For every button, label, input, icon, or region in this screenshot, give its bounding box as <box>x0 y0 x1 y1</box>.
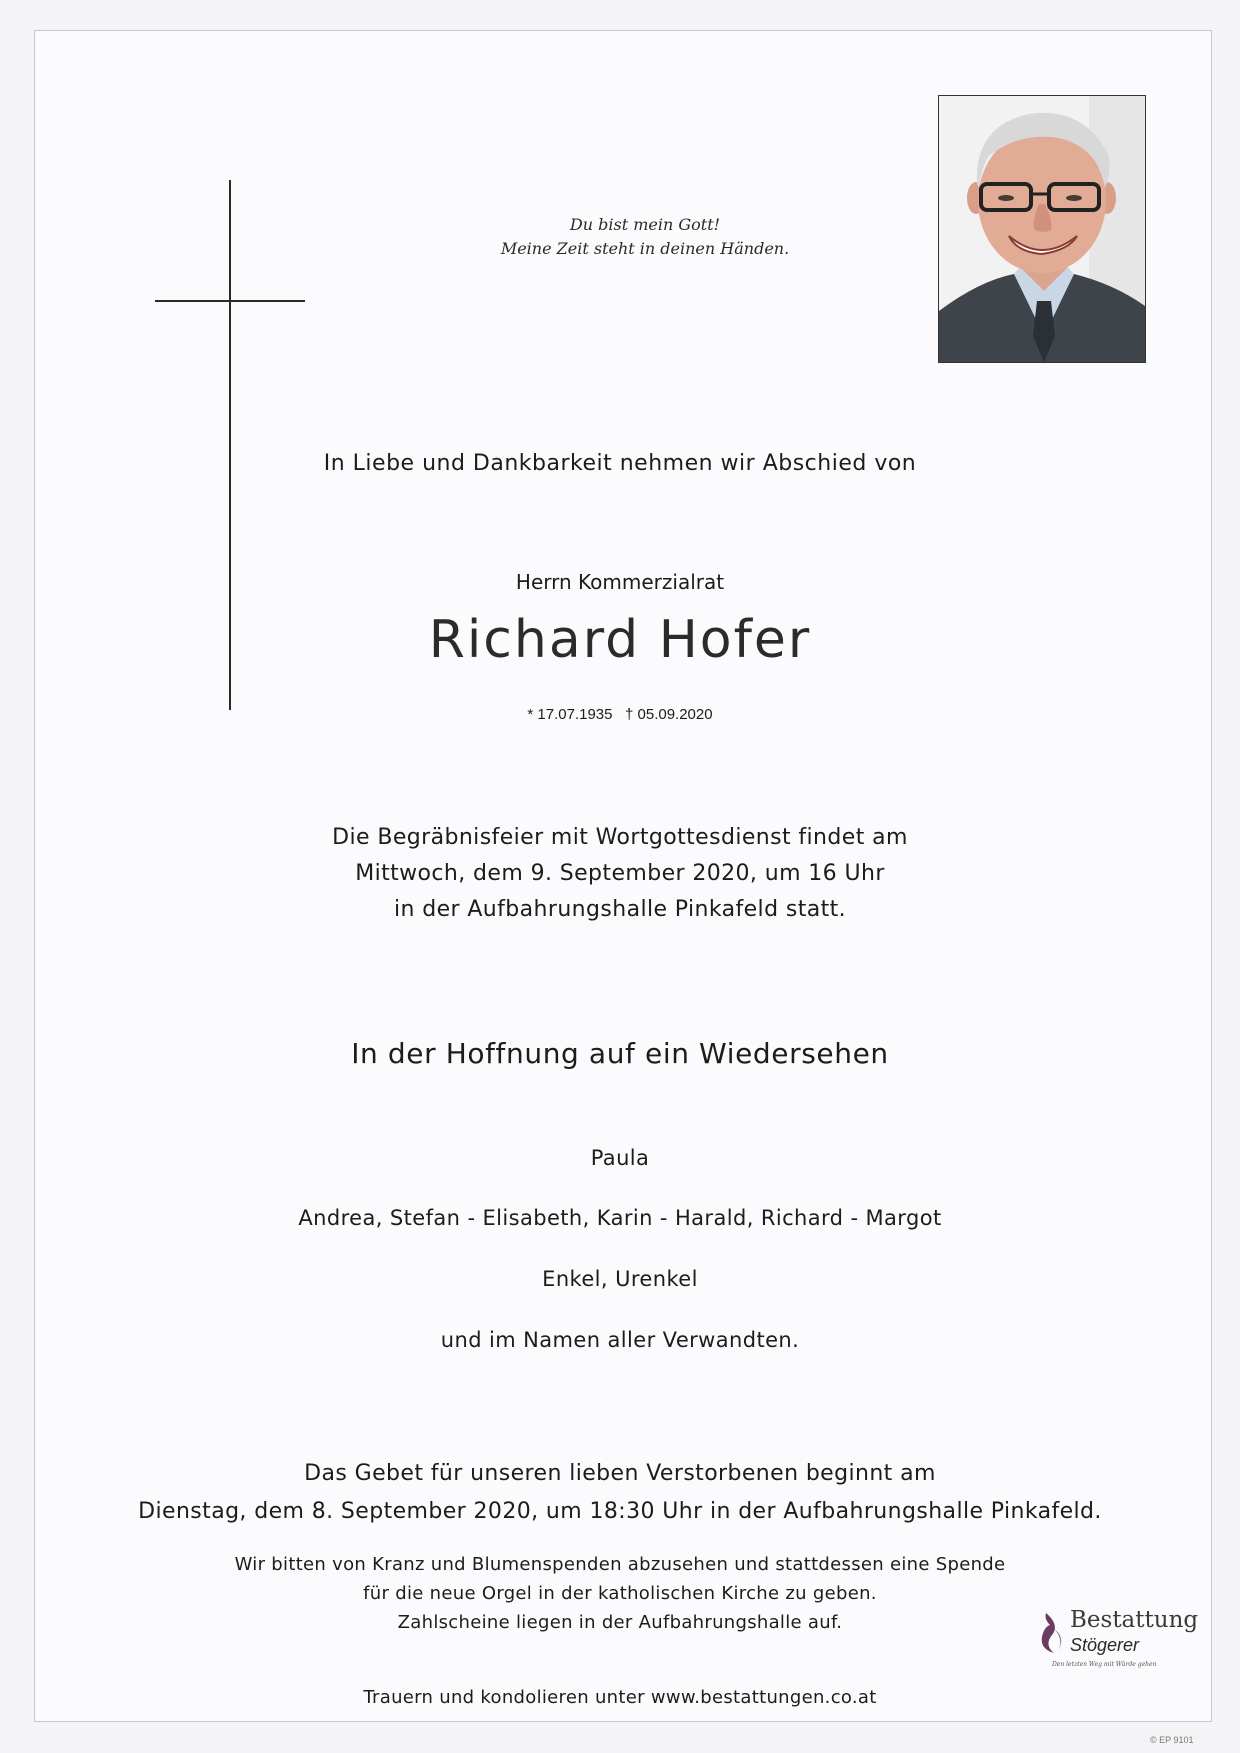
flame-icon <box>1040 1611 1068 1655</box>
logo-tagline: Den letzten Weg mit Würde gehen <box>1052 1661 1157 1668</box>
portrait-illustration <box>939 96 1145 362</box>
funeral-line-1: Die Begräbnisfeier mit Wortgottesdienst findet am <box>332 825 908 850</box>
portrait-photo <box>938 95 1146 363</box>
life-dates <box>0 706 1240 723</box>
cross-horizontal-bar <box>155 300 305 302</box>
prayer-notice <box>0 1455 1240 1531</box>
birth-date: 17.07.1935 <box>537 706 613 723</box>
hope-line: In der Hoffnung auf ein Wiedersehen <box>351 1037 889 1070</box>
death-cross-icon: † <box>625 706 634 723</box>
mourner-spouse: Paula <box>590 1146 650 1170</box>
honorific-title: Herrn Kommerzialrat <box>515 570 725 594</box>
condolence-link[interactable]: Trauern und kondolieren unter www.bestattungen.co.at <box>363 1687 877 1708</box>
birth-symbol: * <box>527 706 534 723</box>
farewell-intro: In Liebe und Dankbarkeit nehmen wir Abschied von <box>323 451 917 476</box>
death-date: 05.09.2020 <box>637 706 713 723</box>
logo-name: Bestattung <box>1070 1607 1199 1633</box>
deceased-name: Richard Hofer <box>428 610 812 670</box>
verse-line-1: Du bist mein Gott! <box>569 215 721 234</box>
prayer-line-2: Dienstag, dem 8. September 2020, um 18:30 Uhr in der Aufbahrungshalle Pinkafeld. <box>138 1499 1102 1524</box>
template-code: © EP 9101 <box>1150 1735 1194 1745</box>
prayer-line-1: Das Gebet für unseren lieben Verstorbenen beginnt am <box>304 1461 936 1486</box>
donation-line-1: Wir bitten von Kranz und Blumenspenden abzusehen und stattdessen eine Spende <box>234 1554 1006 1575</box>
mourner-relatives: und im Namen aller Verwandten. <box>440 1328 800 1352</box>
donation-line-3: Zahlscheine liegen in der Aufbahrungshalle auf. <box>397 1612 843 1633</box>
mourner-children: Andrea, Stefan - Elisabeth, Karin - Harald, Richard - Margot <box>298 1206 942 1230</box>
mourner-grandchildren: Enkel, Urenkel <box>542 1267 698 1291</box>
donation-line-2: für die neue Orgel in der katholischen Kirche zu geben. <box>363 1583 877 1604</box>
verse-line-2: Meine Zeit steht in deinen Händen. <box>500 239 790 258</box>
funeral-line-3: in der Aufbahrungshalle Pinkafeld statt. <box>393 897 847 922</box>
logo-company: Stögerer <box>1070 1635 1140 1655</box>
funeral-notice <box>0 820 1240 928</box>
funeral-line-2: Mittwoch, dem 9. September 2020, um 16 Uhr <box>355 861 885 886</box>
funeral-home-logo <box>1040 1607 1199 1675</box>
